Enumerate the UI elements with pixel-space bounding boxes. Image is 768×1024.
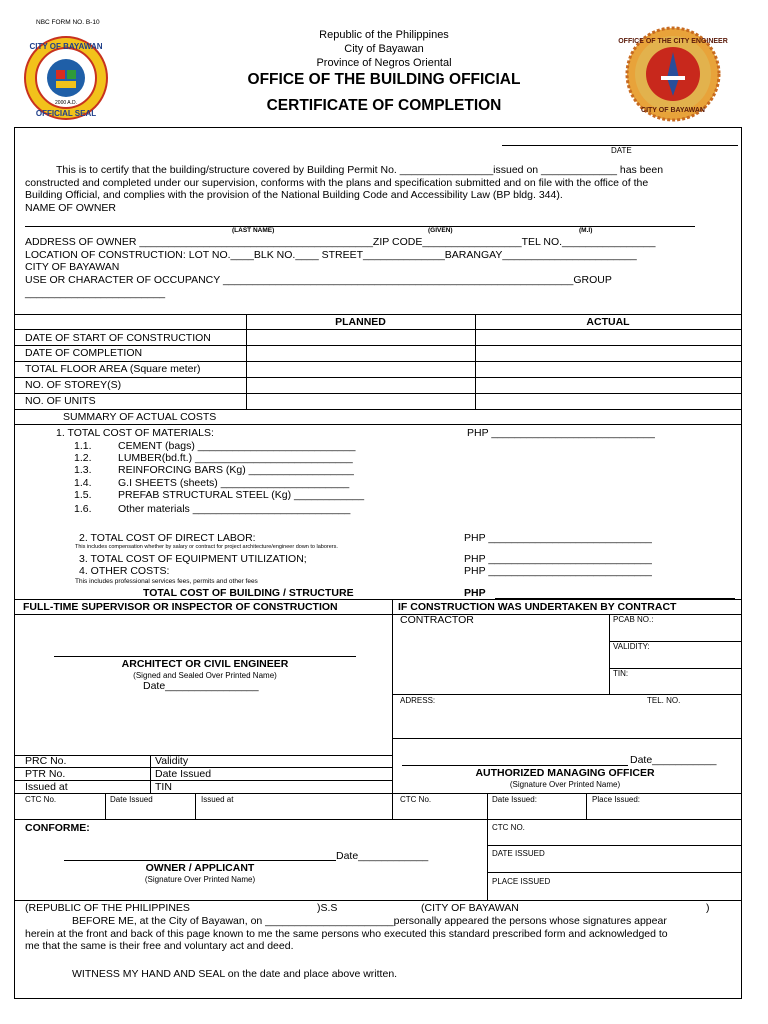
cert-text-line1: This is to certify that the building/structure covered by Building Permit No. ________________issued on _____________ has been — [56, 164, 664, 176]
materials-php[interactable]: PHP ____________________________ — [467, 427, 655, 439]
owner-sig-caption: (Signature Over Printed Name) — [144, 875, 256, 884]
left-seal-year: 2000 A.D. — [55, 100, 77, 106]
city-engineer-seal-logo — [618, 26, 728, 122]
officer-sig-caption: (Signature Over Printed Name) — [509, 780, 621, 789]
prc-no-label: PRC No. — [25, 755, 67, 767]
item-num: 1.5. — [74, 489, 92, 501]
right-seal-top: OFFICE OF THE CITY ENGINEER — [618, 38, 728, 45]
use-of-occupancy[interactable]: USE OR CHARACTER OF OCCUPANCY ____________________________________________________________GROUP — [25, 274, 612, 286]
group-blank[interactable]: ________________________ — [25, 287, 166, 299]
labor-note: This includes compensation whether by salary or contract for project architecture/engineer down to laborers. — [75, 544, 338, 550]
supervisor-heading: FULL-TIME SUPERVISOR OR INSPECTOR OF CONSTRUCTION — [23, 601, 338, 613]
labor-php[interactable]: PHP ____________________________ — [464, 532, 652, 544]
city-seal-logo — [22, 36, 110, 120]
jurat-line1: BEFORE ME, at the City of Bayawan, on ______________________personally appeared the persons whose signatures appear — [72, 915, 667, 927]
header-city: City of Bayawan — [344, 43, 424, 55]
total-cost-building: TOTAL COST OF BUILDING / STRUCTURE — [143, 587, 354, 599]
item-lumber[interactable]: LUMBER(bd.ft.) ___________________________ — [118, 452, 353, 464]
date-label: DATE — [611, 146, 632, 155]
prc-validity-label: Validity — [155, 755, 189, 767]
jurat-line3: me that the same is their free and voluntary act and deed. — [25, 940, 294, 952]
header-province: Province of Negros Oriental — [316, 57, 452, 69]
pcab-label: PCAB NO.: — [613, 615, 654, 624]
item-other-materials[interactable]: Other materials ___________________________ — [118, 503, 351, 515]
other-php[interactable]: PHP ____________________________ — [464, 565, 652, 577]
issued-at-label: Issued at — [25, 781, 68, 793]
mi-caption: (M.I) — [579, 227, 593, 234]
contract-tel-label: TEL. NO. — [647, 696, 681, 705]
certificate-title: CERTIFICATE OF COMPLETION — [266, 97, 502, 114]
conforme-place-issued-label: PLACE ISSUED — [492, 877, 551, 886]
item-reinforcing-bars[interactable]: REINFORCING BARS (Kg) __________________ — [118, 464, 354, 476]
office-title: OFFICE OF THE BUILDING OFFICIAL — [247, 71, 521, 88]
row-start-construction: DATE OF START OF CONSTRUCTION — [25, 332, 211, 344]
total-php-label: PHP — [464, 587, 486, 599]
cert-text-line2: constructed and completed under our supervision, conforms with the plans and specification submitted and on file with the office of the — [25, 177, 649, 189]
item-cement[interactable]: CEMENT (bags) ___________________________ — [118, 440, 356, 452]
cert-text-line3: Building Official, and complies with the provision of the National Building Code and Accessibility Law (BP bldg. 344). — [25, 189, 563, 201]
last-name-caption: (LAST NAME) — [232, 227, 275, 234]
total-cost-materials: 1. TOTAL COST OF MATERIALS: — [56, 427, 214, 439]
actual-header: ACTUAL — [586, 316, 630, 328]
owner-name-label: NAME OF OWNER — [25, 202, 116, 214]
officer-date[interactable]: Date___________ — [630, 754, 717, 766]
contract-ctc-place-label: Place Issued: — [592, 795, 641, 804]
architect-signature-line[interactable] — [54, 656, 356, 657]
contractor-label: CONTRACTOR — [400, 614, 474, 626]
jurat-city: (CITY OF BAYAWAN — [421, 902, 519, 914]
jurat-republic: (REPUBLIC OF THE PHILIPPINES — [25, 902, 190, 914]
location-of-construction[interactable]: LOCATION OF CONSTRUCTION: LOT NO.____BLK NO.____ STREET______________BARANGAY_______________________ — [25, 249, 637, 261]
supervisor-ctc-at-label: Issued at — [201, 795, 234, 804]
row-units: NO. OF UNITS — [25, 395, 96, 407]
summary-actual-costs: SUMMARY OF ACTUAL COSTS — [63, 411, 217, 423]
jurat-witness: WITNESS MY HAND AND SEAL on the date and place above written. — [72, 968, 398, 980]
left-seal-bottom: OFFICIAL SEAL — [35, 109, 97, 118]
item-num: 1.1. — [74, 440, 92, 452]
jurat-line2: herein at the front and back of this page known to me the same persons who executed this standard prescribed form and acknowledged to — [25, 928, 668, 940]
officer-title: AUTHORIZED MANAGING OFFICER — [475, 767, 655, 779]
left-seal-top: CITY OF BAYAWAN — [29, 42, 103, 51]
supervisor-ctc-label: CTC No. — [25, 795, 57, 804]
conforme-ctc-label: CTC NO. — [492, 823, 525, 832]
contract-address-label: ADRESS: — [400, 696, 436, 705]
given-name-caption: (GIVEN) — [428, 227, 453, 234]
form-number: NBC FORM NO. B-10 — [36, 19, 100, 26]
contract-ctc-label: CTC No. — [400, 795, 432, 804]
jurat-ss: )S.S — [317, 902, 338, 914]
architect-title: ARCHITECT OR CIVIL ENGINEER — [121, 658, 289, 670]
equipment-php[interactable]: PHP ____________________________ — [464, 553, 652, 565]
owner-name-line[interactable] — [25, 226, 695, 227]
conforme-date-issued-label: DATE ISSUED — [492, 849, 545, 858]
planned-header: PLANNED — [335, 316, 386, 328]
total-cost-labor: 2. TOTAL COST OF DIRECT LABOR: — [79, 532, 256, 544]
header-republic: Republic of the Philippines — [319, 29, 449, 41]
contract-tin-label: TIN: — [613, 669, 629, 678]
contract-ctc-date-label: Date Issued: — [492, 795, 537, 804]
other-costs: 4. OTHER COSTS: — [79, 565, 170, 577]
row-floor-area: TOTAL FLOOR AREA (Square meter) — [25, 363, 201, 375]
item-num: 1.3. — [74, 464, 92, 476]
row-storeys: NO. OF STOREY(S) — [25, 379, 122, 391]
item-prefab-steel[interactable]: PREFAB STRUCTURAL STEEL (Kg) ____________ — [118, 489, 365, 501]
other-costs-note: This includes professional services fees, permits and other fees — [75, 578, 258, 585]
total-cost-equipment: 3. TOTAL COST OF EQUIPMENT UTILIZATION; — [79, 553, 307, 565]
right-seal-bottom: CITY OF BAYAWAN — [641, 107, 705, 114]
conforme-label: CONFORME: — [25, 822, 90, 834]
ptr-no-label: PTR No. — [25, 768, 66, 780]
item-gi-sheets[interactable]: G.I SHEETS (sheets) ______________________ — [118, 477, 350, 489]
contract-validity-label: VALIDITY: — [613, 642, 650, 651]
architect-date[interactable]: Date________________ — [143, 680, 259, 692]
item-num: 1.6. — [74, 503, 92, 515]
location-city: CITY OF BAYAWAN — [25, 261, 120, 273]
item-num: 1.2. — [74, 452, 92, 464]
owner-signature-line[interactable] — [64, 860, 336, 861]
address-of-owner[interactable]: ADDRESS OF OWNER ________________________________________ZIP CODE_________________TEL NO.________________ — [25, 236, 656, 248]
architect-sig-caption: (Signed and Sealed Over Printed Name) — [133, 671, 277, 680]
officer-signature-line[interactable] — [402, 765, 628, 766]
row-date-completion: DATE OF COMPLETION — [25, 347, 143, 359]
owner-title: OWNER / APPLICANT — [145, 862, 255, 874]
supervisor-ctc-date-label: Date Issued — [110, 795, 153, 804]
tin-label: TIN — [155, 781, 172, 793]
jurat-close: ) — [706, 902, 710, 914]
owner-date[interactable]: Date____________ — [336, 850, 429, 862]
contract-heading: IF CONSTRUCTION WAS UNDERTAKEN BY CONTRACT — [398, 601, 677, 613]
item-num: 1.4. — [74, 477, 92, 489]
ptr-date-issued-label: Date Issued — [155, 768, 212, 780]
